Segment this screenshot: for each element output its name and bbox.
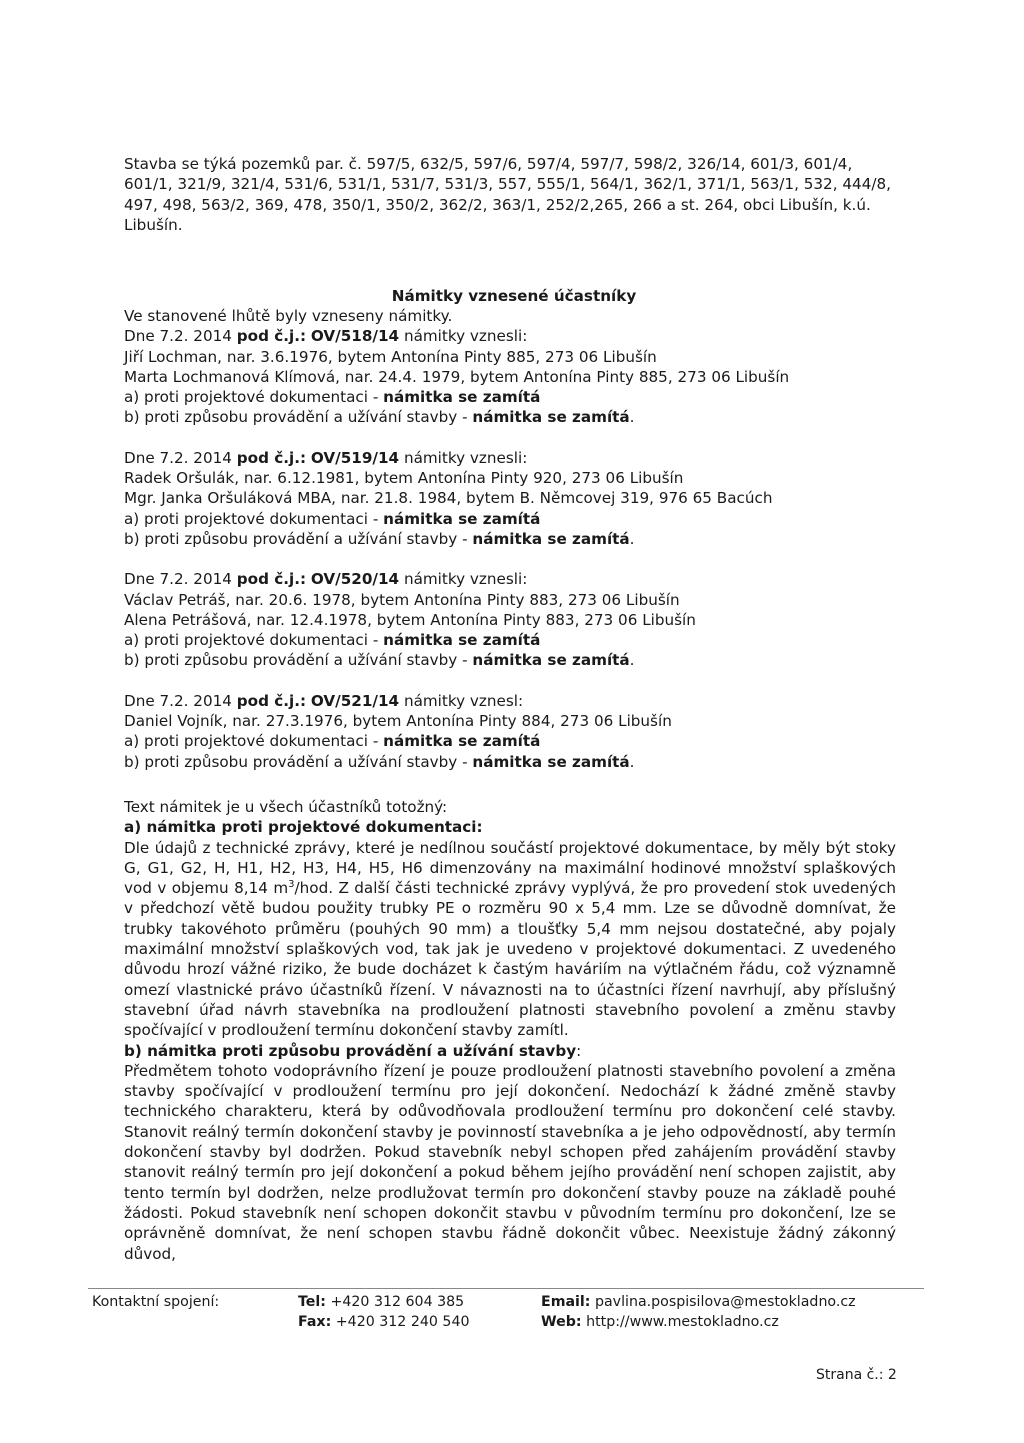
objection-header: Dne 7.2. 2014 pod č.j.: OV/518/14 námitky vznesli: (124, 327, 528, 346)
decision-b: b) proti způsobu provádění a užívání stavby - námitka se zamítá. (124, 408, 635, 427)
decision-a: a) proti projektové dokumentaci - námitka se zamítá (124, 732, 541, 751)
objection-text-intro: Text námitek je u všech účastníků totožný: (124, 798, 448, 816)
objection-b-body: Předmětem tohoto vodoprávního řízení je pouze prodloužení platnosti stavebního povolení a změna stavby spočívající v prodloužení termínu pro její dokončení. Nedochází k žádné změně stavby technického charakteru, která by odůvodňovala prodloužení termínu pro dokončení celé stavby. Stanovit reálný termín dokončení stavby je povinností stavebníka a je jeho odpovědností, aby termín dokončení stavby byl dodržen. Pokud stavebník nebyl schopen před zahájením provádění stavby stanovit reálný termín pro její dokončení a pokud během jejího provádění není schopen zajistit, aby tento termín byl dodržen, nelze prodlužovat termín pro dokončení stavby pouze na základě pouhé žádosti. Pokud stavebník není schopen dokončit stavbu v původním termínu pro dokončení, lze se oprávněně domnívat, že není schopen stavbu řádně dokončit vůbec. Neexistuje žádný zákonný důvod, (124, 1061, 896, 1263)
objector: Jiří Lochman, nar. 3.6.1976, bytem Antonína Pinty 885, 273 06 Libušín (124, 347, 657, 366)
decision-b: b) proti způsobu provádění a užívání stavby - námitka se zamítá. (124, 651, 635, 670)
objection-a-body: Dle údajů z technické zprávy, které je nedílnou součástí projektové dokumentace, by měly být stoky G, G1, G2, H, H1, H2, H3, H4, H5, H6 dimenzovány na maximální hodinové množství splaškových vod v objemu 8,14 $m^3$/hod. Z další části technické zprávy vyplývá, že pro provedení stok uvedených v předchozí větě budou použity trubky PE o rozměru 90 x 5,4 mm. Lze se důvodně domnívat, že trubky takovéhoto průměru (pouhých 90 mm) a tloušťky 5,4 mm nejsou dostatečné, aby pojaly maximální množství splaškových vod, tak jak je uvedeno v projektové dokumentaci. Z uvedeného důvodu hrozí vážné riziko, že bude docházet k častým haváriím na výtlačném řádu, což významně omezí vlastnické právo účastníků řízení. V návaznosti na to účastníci řízení navrhují, aby příslušný stavební úřad návrh stavebníka na prodloužení platnosti stavebního povolení a změnu stavby spočívající v prodloužení termínu dokončení stavby zamítl. (124, 838, 896, 1040)
web-link[interactable]: http://www.mestokladno.cz (586, 1314, 779, 1330)
tel-line: Tel: +420 312 604 385 (298, 1294, 465, 1310)
objector: Daniel Vojník, nar. 27.3.1976, bytem Antonína Pinty 884, 273 06 Libušín (124, 712, 672, 731)
objector: Alena Petrášová, nar. 12.4.1978, bytem Antonína Pinty 883, 273 06 Libušín (124, 610, 696, 629)
objection-group-519 (124, 448, 914, 549)
objector: Radek Oršulák, nar. 6.12.1981, bytem Antonína Pinty 920, 273 06 Libušín (124, 469, 684, 488)
objection-b-heading: b) námitka proti způsobu provádění a užívání stavby (124, 1041, 577, 1060)
decision-b: b) proti způsobu provádění a užívání stavby - námitka se zamítá. (124, 752, 635, 771)
email-line: Email: pavlina.pospisilova@mestokladno.cz (541, 1294, 856, 1310)
decision-a: a) proti projektové dokumentaci - námitka se zamítá (124, 388, 541, 407)
decision-a: a) proti projektové dokumentaci - námitka se zamítá (124, 509, 541, 528)
objection-group-520 (124, 569, 914, 670)
objection-header: Dne 7.2. 2014 pod č.j.: OV/521/14 námitky vznesl: (124, 691, 524, 710)
objection-group-521 (124, 691, 914, 772)
fax-line: Fax: +420 312 240 540 (298, 1314, 470, 1330)
decision-b: b) proti způsobu provádění a užívání stavby - námitka se zamítá. (124, 529, 635, 548)
objector: Marta Lochmanová Klímová, nar. 24.4. 1979, bytem Antonína Pinty 885, 273 06 Libušín (124, 367, 790, 386)
objections-list (124, 306, 914, 792)
objection-header: Dne 7.2. 2014 pod č.j.: OV/520/14 námitky vznesli: (124, 570, 528, 589)
objection-a-heading: a) námitka proti projektové dokumentaci: (124, 818, 483, 837)
email-link[interactable]: pavlina.pospisilova@mestokladno.cz (594, 1294, 856, 1310)
contact-label: Kontaktní spojení: (92, 1294, 220, 1310)
objection-header: Dne 7.2. 2014 pod č.j.: OV/519/14 námitky vznesli: (124, 448, 528, 467)
objection-group-518 (124, 326, 914, 427)
objector: Václav Petráš, nar. 20.6. 1978, bytem Antonína Pinty 883, 273 06 Libušín (124, 590, 680, 609)
page-number: Strana č.: 2 (816, 1367, 897, 1383)
objector: Mgr. Janka Oršuláková MBA, nar. 21.8. 1984, bytem B. Němcovej 319, 976 65 Bacúch (124, 489, 773, 508)
objection-text: Text námitek je u všech účastníků totožný: a) námitka proti projektové dokumentaci: Dle údajů z technické zprávy, které je nedílnou součástí projektové dokumentace, by měly být stoky G, G1, G2, H, H1, H2, H3, H4, H5, H6 dimenzovány na maximální hodinové množství splaškových vod v objemu 8,14 $m^3$/hod. Z další části technické zprávy vyplývá, že pro provedení stok uvedených v předchozí větě budou použity trubky PE o rozměru 90 x 5,4 mm. Lze se důvodně domnívat, že trubky takovéhoto průměru (pouhých 90 mm) a tloušťky 5,4 mm nejsou dostatečné, aby pojaly maximální množství splaškových vod, tak jak je uvedeno v projektové dokumentaci. Z uvedeného důvodu hrozí vážné riziko, že bude docházet k častým haváriím na výtlačném řádu, což významně omezí vlastnické právo účastníků řízení. V návaznosti na to účastníci řízení navrhují, aby příslušný stavební úřad návrh stavebníka na prodloužení platnosti stavebního povolení a změnu stavby spočívající v prodloužení termínu dokončení stavby zamítl. b) námitka proti způsobu provádění a užívání stavby: Předmětem tohoto vodoprávního řízení je pouze prodloužení platnosti stavebního povolení a změna stavby spočívající v prodloužení termínu pro její dokončení. Nedochází k žádné změně stavby technického charakteru, která by odůvodňovala prodloužení termínu pro dokončení celé stavby. Stanovit reálný termín dokončení stavby je povinností stavebníka a je jeho odpovědností, aby termín dokončení stavby byl dodržen. Pokud stavebník nebyl schopen před zahájením provádění stavby stanovit reálný termín pro její dokončení a pokud během jejího provádění není schopen zajistit, aby tento termín byl dodržen, nelze prodlužovat termín pro dokončení stavby pouze na základě pouhé žádosti. Pokud stavebník není schopen dokončit stavbu v původním termínu pro dokončení, lze se oprávněně domnívat, že není schopen stavbu řádně dokončit vůbec. Neexistuje žádný zákonný důvod, (124, 798, 896, 1263)
footer-divider (88, 1288, 924, 1289)
web-line: Web: http://www.mestokladno.cz (541, 1314, 779, 1330)
section-lead: Ve stanovené lhůtě byly vzneseny námitky. (124, 307, 453, 325)
parcel-paragraph: Stavba se týká pozemků par. č. 597/5, 632/5, 597/6, 597/4, 597/7, 598/2, 326/14, 601/3, 601/4, 601/1, 321/9, 321/4, 531/6, 531/1, 531/7, 531/3, 557, 555/1, 564/1, 362/1, 371/1, 563/1, 532, 444/8, 497, 498, 563/2, 369, 478, 350/1, 350/2, 362/2, 363/1, 252/2,265, 266 a st. 264, obci Libušín, k.ú. Libušín. (124, 155, 891, 234)
decision-a: a) proti projektové dokumentaci - námitka se zamítá (124, 631, 541, 650)
section-title: Námitky vznesené účastníky (391, 287, 637, 305)
